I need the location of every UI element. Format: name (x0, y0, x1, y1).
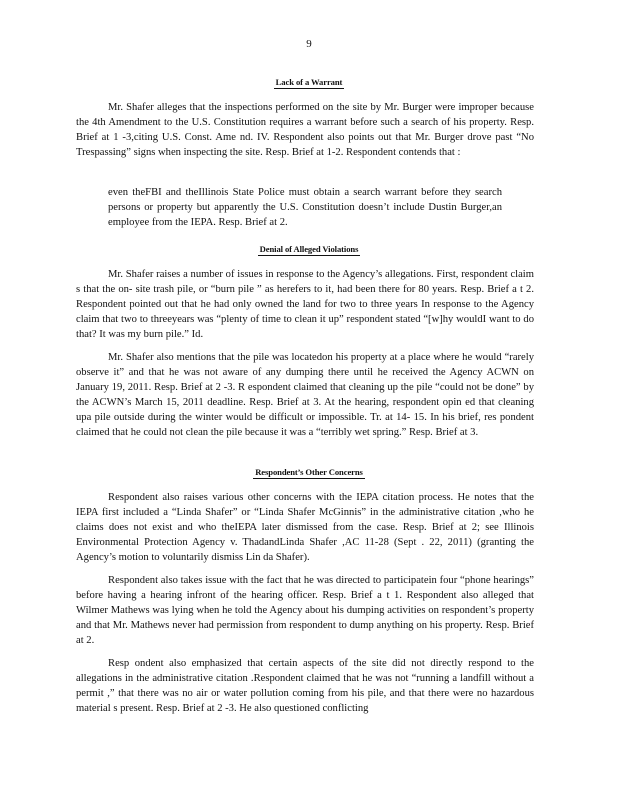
paragraph: Resp ondent also emphasized that certain aspects of the site did not directly respond to the allegations in the administrative citation .Respondent claimed that he was not “running a landfill without a permit ,” that there was no air or water pollution coming from his pile, and that there were no hazardous material s present. Resp. Brief at 2 -3. He also questioned conflicting (76, 658, 534, 714)
paragraph: Mr. Shafer raises a number of issues in response to the Agency’s allegations. First, respondent claim s that the on- site trash pile, or “burn pile ” as herefers to it, had been there for 80 years. Resp. Brief a t 2. Respondent pointed out that he had only owned the land for two to three years In response to the Agency claim that two to threeyears was “plenty of time to clean it up” respondent stated “[w]hy wouldI want to do that? It was my burn pile.” Id. (76, 269, 534, 340)
paragraph: Respondent also raises various other concerns with the IEPA citation process. He notes that the IEPA first included a “Linda Shafer” or “Linda Shafer McGinnis” in the administrative citation ,who he claims does not exist and who theIEPA later dismissed from the case. Resp. Brief at 2; see Illinois Environmental Protection Agency v. ThadandLinda Shafer ,AC 11-28 (Sept . 22, 2011) (granting the Agency’s motion to voluntarily dismiss Lin da Shafer). (76, 492, 534, 563)
paragraph: Mr. Shafer also mentions that the pile was locatedon his property at a place where he would “rarely observe it” and that he was not aware of any dumping there until he received the Agency ACWN on January 19, 2011. Resp. Brief at 2 -3. R espondent claimed that cleaning up the pile “could not be done” by the ACWN’s March 15, 2011 deadline. Resp. Brief at 3. At the hearing, respondent opin ed that cleaning upa pile outside during the winter would be difficult or impossible. Tr. at 14- 15. In his brief, res pondent claimed that he could not clean the pile because it was a “terribly wet spring.” Resp. Brief at 3. (76, 352, 534, 438)
section-heading-other-concerns: Respondent’s Other Concerns (255, 467, 363, 477)
block-quote: even theFBI and theIllinois State Police must obtain a search warrant before they search persons or property but apparently the U.S. Constitution doesn’t include Dustin Burger,an employee from the IEPA. Resp. Brief at 2. (108, 187, 502, 228)
paragraph: Mr. Shafer alleges that the inspections performed on the site by Mr. Burger were improper because the 4th Amendment to the U.S. Constitution requires a warrant before such a search of his property. Resp. Brief at 1 -3,citing U.S. Const. Ame nd. IV. Respondent also points out that Mr. Burger drove past “No Trespassing” signs when inspecting the site. Resp. Brief at 1-2. Respondent contends that : (76, 102, 534, 158)
section-heading-denial-of-violations: Denial of Alleged Violations (259, 244, 359, 254)
section-heading-lack-of-warrant: Lack of a Warrant (275, 77, 343, 87)
page-number: 9 (306, 38, 312, 50)
paragraph: Respondent also takes issue with the fact that he was directed to participatein four “phone hearings” before having a hearing infront of the hearing officer. Resp. Brief a t 1. Respondent also alleged that Wilmer Mathews was lying when he told the Agency about his dumping activities on respondent’s property and that Mr. Mathews never had permission from respondent to dump anything on his property. Resp. Brief at 2. (76, 575, 534, 646)
